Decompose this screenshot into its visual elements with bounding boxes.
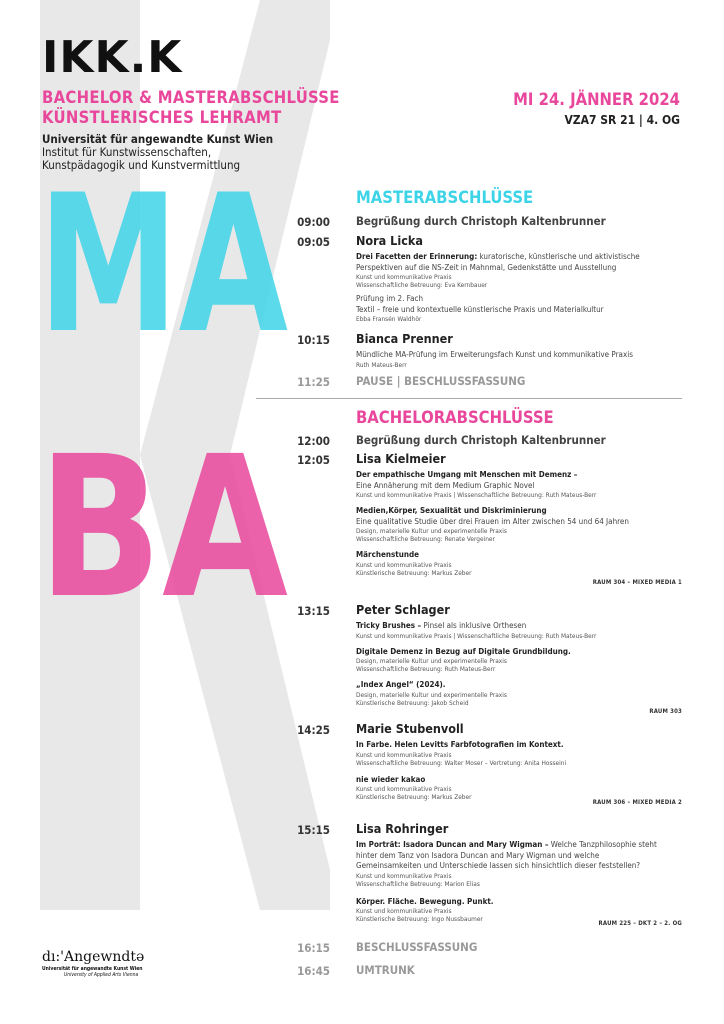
big-ba-letters [38, 440, 288, 605]
final-umtrunk: UMTRUNK [356, 963, 415, 977]
work-title: „Index Angel“ (2024). [356, 680, 446, 689]
time-0900: 09:00 [297, 215, 330, 229]
work-supervisor: Künstlerische Betreuung: Markus Zeber [356, 793, 472, 801]
work-title: Körper. Fläche. Bewegung. Punkt. [356, 896, 494, 906]
pause-label: PAUSE | BESCHLUSSFASSUNG [356, 374, 526, 388]
work-subject: Kunst und kommunikative Praxis [356, 273, 452, 281]
entry-peter-schlager [356, 602, 682, 707]
presenter-name: Peter Schlager [356, 602, 450, 617]
room-label: RAUM 306 – MIXED MEDIA 2 [592, 799, 682, 806]
institute-line1: Institut für Kunstwissenschaften, [42, 145, 212, 159]
work-supervisor: Künstlerische Betreuung: Jakob Scheid [356, 698, 469, 707]
subtitle-line1: BACHELOR & MASTERABSCHLÜSSE [42, 88, 340, 107]
time-1425: 14:25 [297, 723, 330, 737]
work-subject: Design, materielle Kultur und experimentelle Praxis [356, 657, 507, 665]
work-supervisor: Wissenschaftliche Betreuung: Renate Vergeiner [356, 535, 495, 543]
presenter-name: Bianca Prenner [356, 331, 453, 346]
entry-nora-licka [356, 233, 682, 323]
logo-wordmark: dı:'Angewndtə [42, 949, 145, 965]
presenter-name: Marie Stubenvoll [356, 721, 464, 736]
big-ma-letters [38, 180, 288, 340]
room-label: RAUM 225 – DKT 2 – 2. OG [598, 920, 682, 927]
work-title: nie wieder kakao [356, 774, 426, 784]
work-subject: Design, materielle Kultur und experimentelle Praxis [356, 690, 507, 699]
section-divider [256, 398, 682, 399]
bachelor-welcome: Begrüßung durch Christoph Kaltenbrunner [356, 433, 606, 447]
logo-line1: Universität für angewandte Kunst Wien [42, 966, 143, 972]
work-text: hinter dem Tanz von Isadora Duncan and Mary Wigman und welche [356, 850, 600, 860]
work-title: Digitale Demenz in Bezug auf Digitale Grundbildung. [356, 646, 571, 656]
work-title: Der empathische Umgang mit Menschen mit Demenz – [356, 470, 578, 479]
time-1205: 12:05 [297, 453, 330, 467]
work-title: Medien,Körper, Sexualität und Diskriminierung [356, 506, 547, 515]
time-0905: 09:05 [297, 235, 330, 249]
work-supervisor: Wissenschaftliche Betreuung: Ruth Mateus-Berr [356, 665, 496, 673]
subtitle-line2: KÜNSTLERISCHES LEHRAMT [42, 108, 282, 127]
work-supervisor: Ruth Mateus-Berr [356, 360, 407, 369]
ba-text: BA [38, 440, 288, 605]
ma-text: MA [38, 180, 288, 340]
work-text: Mündliche MA-Prüfung im Erweiterungsfach Kunst und kommunikative Praxis [356, 350, 633, 359]
room-label: RAUM 303 [649, 708, 682, 715]
event-location: VZA7 SR 21 | 4. OG [564, 113, 680, 127]
work-title: Im Porträt: Isadora Duncan and Mary Wigman – [356, 840, 549, 849]
work-subject: Kunst und kommunikative Praxis | Wissenschaftliche Betreuung: Ruth Mateus-Berr [356, 491, 597, 499]
time-1125: 11:25 [297, 375, 330, 389]
work-supervisor: Künstlerische Betreuung: Markus Zeber [356, 568, 472, 577]
logo-line2: University of Applied Arts Vienna [64, 972, 139, 978]
work-subject: Kunst und kommunikative Praxis | Wissenschaftliche Betreuung: Ruth Mateus-Berr [356, 631, 597, 640]
work-title: Märchenstunde [356, 550, 419, 559]
work-subject: Kunst und kommunikative Praxis [356, 907, 452, 915]
work-text: Gemeinsamkeiten und Unterschiede lassen sich hinsichtlich dieser feststellen? [356, 861, 641, 870]
university-name: Universität für angewandte Kunst Wien [42, 132, 274, 146]
room-label: RAUM 304 – MIXED MEDIA 1 [592, 579, 682, 586]
work-title: In Farbe. Helen Levitts Farbfotografien im Kontext. [356, 740, 564, 749]
entry-lisa-kielmeier [356, 451, 682, 577]
work-text: Pinsel als inklusive Orthesen [421, 621, 527, 630]
entry-bianca-prenner [356, 331, 682, 369]
time-1645: 16:45 [297, 964, 330, 978]
ikkk-logo: IKK.K [42, 32, 183, 83]
entry-lisa-rohringer [356, 821, 682, 923]
final-beschlussfassung: BESCHLUSSFASSUNG [356, 940, 478, 954]
bachelor-section-title: BACHELORABSCHLÜSSE [356, 408, 554, 427]
work-supervisor: Wissenschaftliche Betreuung: Eva Kernbauer [356, 281, 488, 289]
work-subject: Kunst und kommunikative Praxis [356, 871, 452, 880]
work-supervisor: Wissenschaftliche Betreuung: Walter Moser – Vertretung: Anita Hosseini [356, 758, 567, 767]
work-supervisor: Künstlerische Betreuung: Ingo Nussbaumer [356, 915, 483, 923]
time-1200: 12:00 [297, 434, 330, 448]
work-subject: Kunst und kommunikative Praxis [356, 750, 452, 759]
work-title: Tricky Brushes – [356, 621, 422, 630]
time-1015: 10:15 [297, 333, 330, 347]
work-subject: Kunst und kommunikative Praxis [356, 785, 452, 793]
work-subject: Kunst und kommunikative Praxis [356, 560, 452, 569]
institute-line2: Kunstpädagogik und Kunstvermittlung [42, 158, 241, 172]
event-date: MI 24. JÄNNER 2024 [513, 90, 680, 109]
work-text: Welche Tanzphilosophie steht [548, 840, 657, 849]
work-subject: Design, materielle Kultur und experimentelle Praxis [356, 527, 507, 535]
university-block [42, 133, 273, 172]
master-welcome: Begrüßung durch Christoph Kaltenbrunner [356, 214, 606, 228]
angewandte-logo [42, 950, 144, 978]
entry-marie-stubenvoll [356, 721, 682, 801]
master-section-title: MASTERABSCHLÜSSE [356, 188, 534, 207]
presenter-name: Nora Licka [356, 233, 423, 248]
time-1615: 16:15 [297, 941, 330, 955]
work-title: Prüfung im 2. Fach [356, 294, 424, 303]
work-title: Drei Facetten der Erinnerung: [356, 252, 478, 261]
work-text: Perspektiven auf die NS-Zeit in Mahnmal, Gedenkstätte und Ausstellung [356, 262, 617, 272]
time-1515: 15:15 [297, 823, 330, 837]
work-supervisor: Ebba Fransén Waldhör [356, 315, 422, 323]
work-text: kuratorische, künstlerische und aktivistische [477, 252, 640, 261]
work-text: Eine Annäherung mit dem Medium Graphic Novel [356, 480, 535, 490]
time-1315: 13:15 [297, 604, 330, 618]
work-text: Textil – freie und kontextuelle künstlerische Praxis und Materialkultur [356, 304, 604, 314]
work-supervisor: Wissenschaftliche Betreuung: Marion Elias [356, 879, 480, 888]
work-text: Eine qualitative Studie über drei Frauen im Alter zwischen 54 und 64 Jahren [356, 516, 629, 526]
presenter-name: Lisa Kielmeier [356, 451, 446, 466]
presenter-name: Lisa Rohringer [356, 821, 449, 836]
